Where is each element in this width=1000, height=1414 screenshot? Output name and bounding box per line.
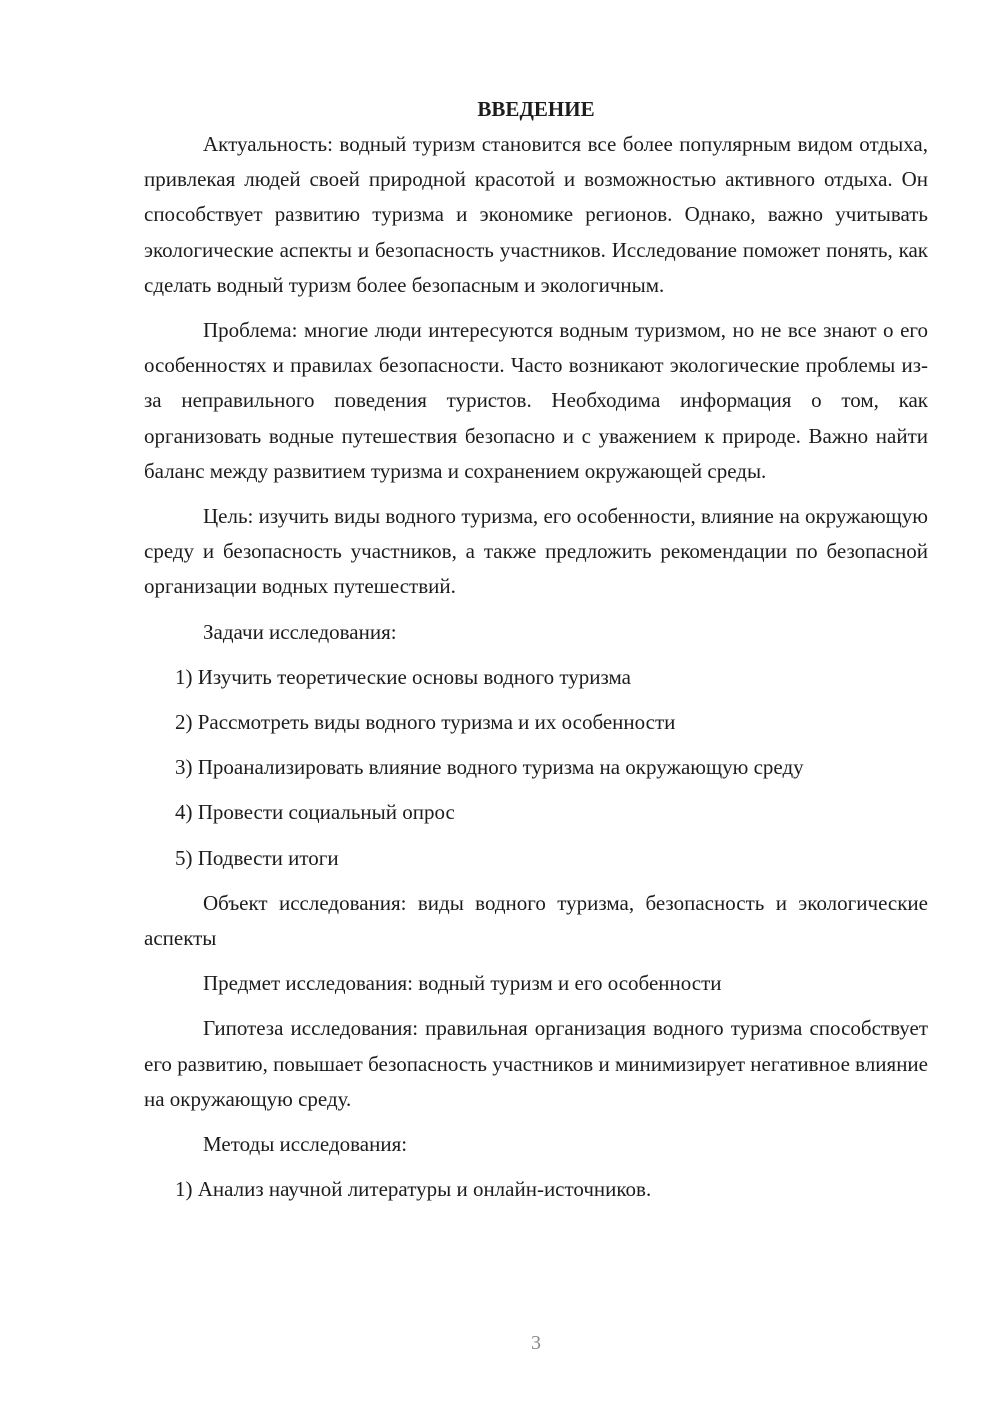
page-title: ВВЕДЕНИЕ <box>477 97 595 121</box>
problem-paragraph: Проблема: многие люди интересуются водным туризмом, но не все знают о его особенностях и правилах безопасности. Часто возникают экологические проблемы из-за неправильного поведения туристов. Необходима информация о том, как организовать водные путешествия безопасно и с уважением к природе. Важно найти баланс между развитием туризма и сохранением окружающей среды. <box>144 318 928 483</box>
list-item: 4) Провести социальный опрос <box>175 800 455 825</box>
list-item: 1) Изучить теоретические основы водного туризма <box>175 664 631 689</box>
tasks-heading: Задачи исследования: <box>203 619 397 644</box>
page-number: 3 <box>531 1332 541 1354</box>
hypothesis-paragraph: Гипотеза исследования: правильная организация водного туризма способствует его развитию, повышает безопасность участников и минимизирует негативное влияние на окружающую среду. <box>144 1016 928 1111</box>
methods-list <box>144 1172 928 1207</box>
object-paragraph: Объект исследования: виды водного туризма, безопасность и экологические аспекты <box>144 890 928 951</box>
goal-paragraph: Цель: изучить виды водного туризма, его особенности, влияние на окружающую среду и безопасность участников, а также предложить рекомендации по безопасной организации водных путешествий. <box>144 504 928 599</box>
document-page <box>144 92 928 1207</box>
list-item: 5) Подвести итоги <box>175 845 339 870</box>
relevance-paragraph: Актуальность: водный туризм становится все более популярным видом отдыха, привлекая людей своей природной красотой и возможностью активного отдыха. Он способствует развитию туризма и экономике регионов. Однако, важно учитывать экологические аспекты и безопасность участников. Исследование поможет понять, как сделать водный туризм более безопасным и экологичным. <box>144 132 928 297</box>
list-item: 2) Рассмотреть виды водного туризма и их особенности <box>175 710 676 735</box>
subject-paragraph: Предмет исследования: водный туризм и его особенности <box>203 971 722 996</box>
methods-heading: Методы исследования: <box>203 1132 408 1157</box>
list-item: 3) Проанализировать влияние водного туризма на окружающую среду <box>175 755 804 780</box>
tasks-list <box>144 660 928 876</box>
list-item: 1) Анализ научной литературы и онлайн-источников. <box>175 1177 652 1202</box>
